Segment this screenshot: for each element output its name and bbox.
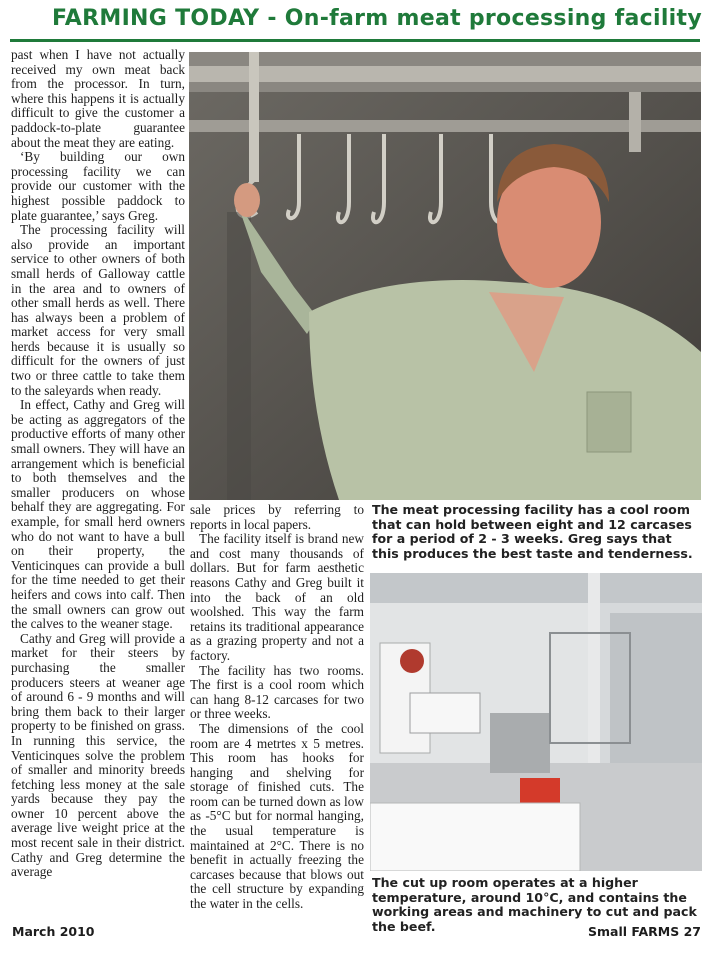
cut-up-room-photo (370, 573, 702, 871)
paragraph: Cathy and Greg will provide a market for their steers by purchasing the smaller producers steers at weaner age of around 6 - 9 months and will bring them back to their larger property to be finished on grass. In running this service, the Venticinques solve the problem of smaller and minority breeds fetching less money at the sale yards because they pay the owner 10 percent above the average live weight price at the most recent sale in their district. Cathy and Greg determine the average (11, 630, 185, 880)
page-title: FARMING TODAY - On-farm meat processing facility (52, 6, 702, 31)
paragraph: ‘By building our own processing facility we can provide our customer with the highest possible paddock to plate guarantee,’ says Greg. (11, 149, 185, 223)
paragraph: In effect, Cathy and Greg will be acting as aggregators of the productive efforts of many other small owners. They will have an arrangement which is beneficial to both themselves and the smaller producers on whose behalf they are aggregating. For example, for small herd owners who do not want to have a bull on their property, the Venticinques can provide a bull for the time needed to get their heifers and cows into calf. Then the small owners can grow out the calves to the weaner stage. (11, 397, 185, 632)
page-header (0, 0, 713, 44)
article-column-2 (190, 503, 364, 912)
cool-room-photo (189, 52, 701, 500)
paragraph: past when I have not actually received my own meat back from the processor. In turn, where this happens it is actually difficult to give the customer a paddock-to-plate guarantee about the meat they are eating. (11, 47, 185, 150)
article-column-1 (11, 48, 185, 880)
paragraph: The facility has two rooms. The first is a cool room which can hang 8-12 carcases for two or three weeks. (190, 662, 364, 722)
paragraph: sale prices by referring to reports in local papers. (190, 502, 364, 532)
header-rule (10, 39, 700, 42)
footer-page-number: Small FARMS 27 (588, 924, 701, 939)
photo-caption: The meat processing facility has a cool room that can hold between eight and 12 carcases for a period of 2 - 3 weeks. Greg says that this produces the best taste and tenderness. (372, 502, 693, 561)
footer-date: March 2010 (12, 924, 95, 939)
paragraph: The processing facility will also provide an important service to other owners of both small herds of Galloway cattle in the area and to owners of other small herds as well. There has always been a problem of market access for very small herds because it is usually so difficult for the owners of just two or three cattle to take them to the saleyards when ready. (11, 222, 185, 398)
paragraph: The dimensions of the cool room are 4 metrtes x 5 metres. This room has hooks for hanging and shelving for storage of finished cuts. The room can be turned down as low as -5°C but for normal hanging, the usual temperature is maintained at 2°C. There is no benefit in actually freezing the carcases because that blows out the cell structure by expanding the water in the cells. (190, 720, 364, 912)
photo-caption: The cut up room operates at a higher temperature, around 10°C, and contains the working areas and machinery to cut and pack the beef. (372, 875, 697, 934)
paragraph: The facility itself is brand new and cost many thousands of dollars. But for farm aesthetic reasons Cathy and Greg built it into the back of an old woolshed. This way the farm retains its traditional appearance as a grazing property and not a factory. (190, 531, 364, 663)
